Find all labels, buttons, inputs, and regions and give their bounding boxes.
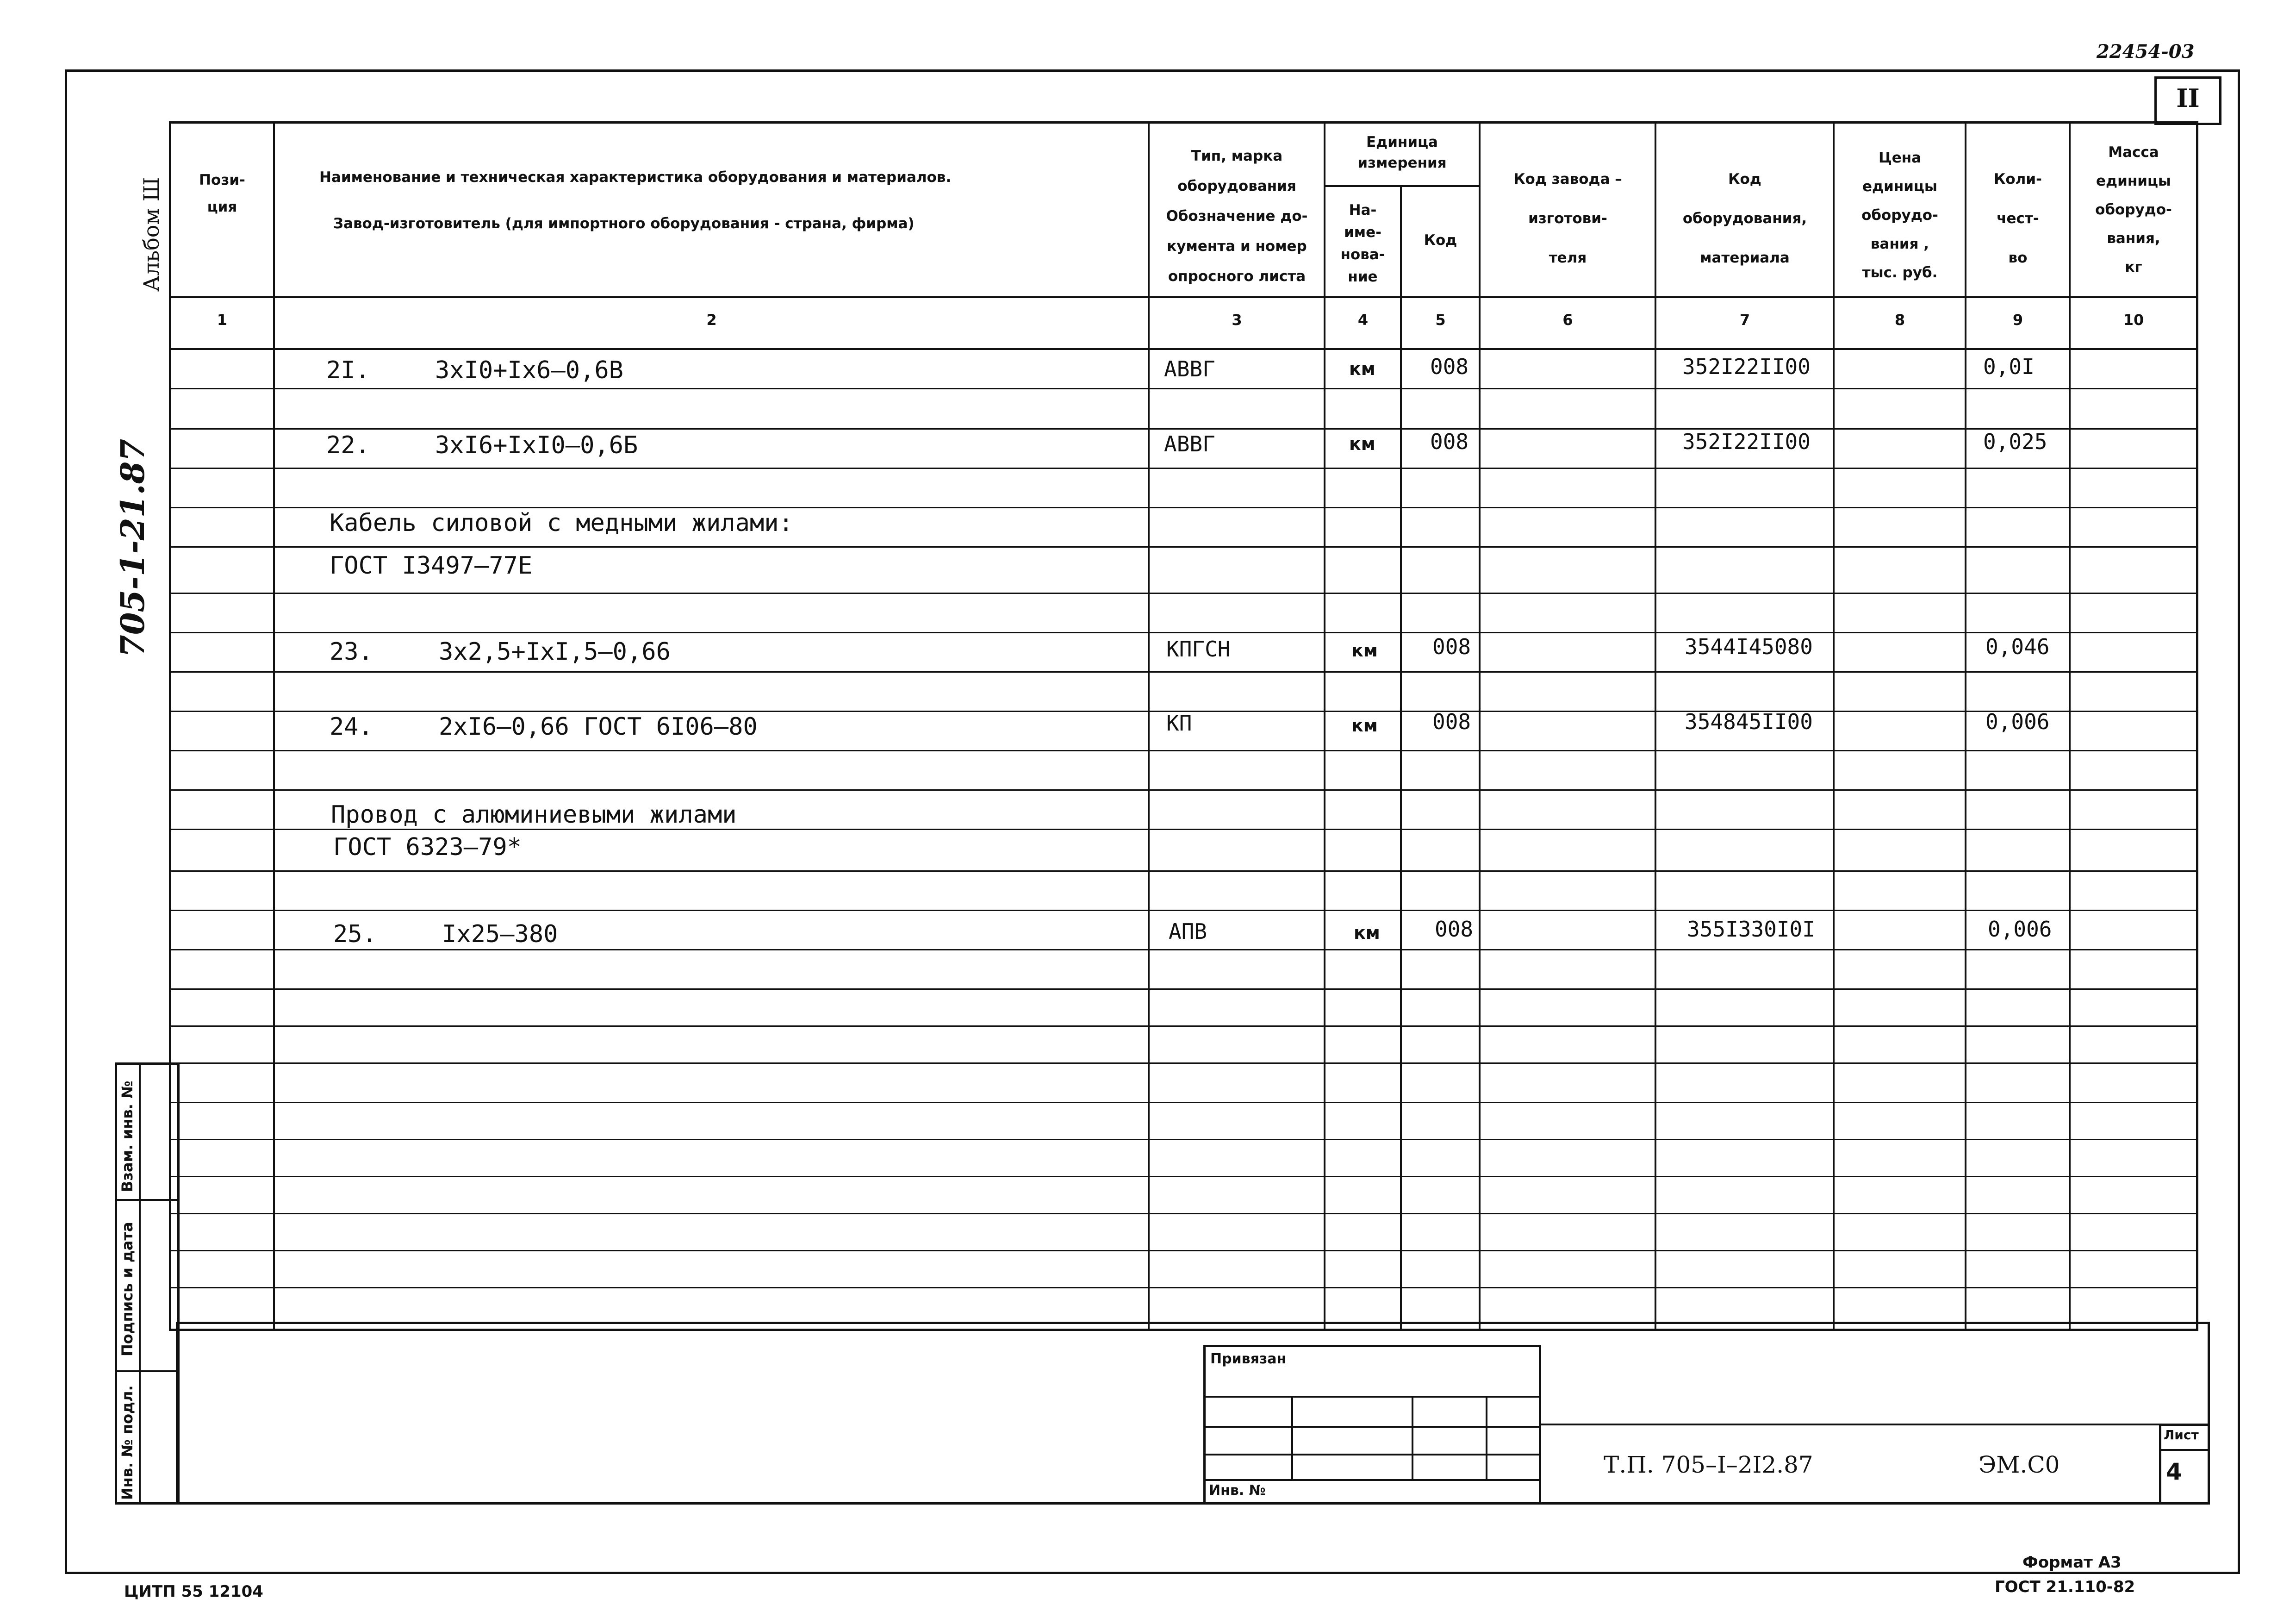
header-col10-line3: оборудо- xyxy=(2095,201,2172,218)
row25-type: АПВ xyxy=(1169,919,1207,944)
left-strip-divider xyxy=(139,1062,141,1505)
row-rule xyxy=(169,829,2198,830)
row21-unit: км xyxy=(1349,359,1375,379)
header-col8-line4: вания , xyxy=(1870,236,1929,252)
col-line-4 xyxy=(1400,185,1402,1331)
col-number-4: 4 xyxy=(1357,311,1369,329)
row22-quantity: 0,025 xyxy=(1983,429,2047,454)
row-rule xyxy=(169,1025,2198,1027)
row22-code: 008 xyxy=(1430,429,1469,454)
row-rule xyxy=(169,1102,2198,1103)
row-rule xyxy=(169,388,2198,389)
row-rule xyxy=(169,1062,2198,1064)
row22-position: 22. xyxy=(326,431,370,459)
row24-code: 008 xyxy=(1432,709,1471,734)
row24-position: 24. xyxy=(330,713,373,741)
col-line-8 xyxy=(1965,121,1966,1331)
header-col8-line2: единицы xyxy=(1862,178,1937,195)
header-col4-line2: име- xyxy=(1344,224,1381,241)
header-unit-line1: Единица xyxy=(1366,134,1438,150)
inv-podl-label: Инв. № подл. xyxy=(118,1385,136,1500)
row-rule xyxy=(169,988,2198,990)
col-number-3: 3 xyxy=(1232,311,1242,329)
row-rule xyxy=(169,910,2198,911)
header-unit xyxy=(1324,132,1481,174)
col-number-9: 9 xyxy=(2012,311,2023,329)
header-col4-line4: ние xyxy=(1348,269,1378,285)
col-number-1: 1 xyxy=(217,311,228,329)
section-alu-title: Провод с алюминиевыми жилами xyxy=(331,801,737,829)
header-col3-line1: Тип, марка xyxy=(1191,148,1283,164)
header-col5: Код xyxy=(1424,232,1457,249)
vzam-inv-label: Взам. инв. № xyxy=(118,1081,136,1192)
document-mark: ЭМ.С0 xyxy=(1979,1451,2060,1478)
header-col2-line1: Наименование и техническая характеристика оборудования и материалов. xyxy=(319,169,952,186)
header-col10-line4: вания, xyxy=(2107,230,2160,247)
row-rule xyxy=(169,671,2198,673)
row24-quantity: 0,006 xyxy=(1985,709,2050,734)
col-line-5 xyxy=(1479,121,1481,1331)
header-col6 xyxy=(1481,160,1655,278)
header-unit-line2: измерения xyxy=(1357,155,1447,171)
footer-gost: ГОСТ 21.110-82 xyxy=(1995,1578,2135,1596)
header-col7-line3: материала xyxy=(1700,250,1790,266)
header-col8-line5: тыс. руб. xyxy=(1862,264,1938,281)
header-col9-line2: чест- xyxy=(1997,210,2039,227)
header-col8-line1: Цена xyxy=(1878,150,1922,166)
row-rule xyxy=(169,1139,2198,1140)
row22-unit: км xyxy=(1349,434,1375,454)
section-alu-gost: ГОСТ 6323–79* xyxy=(333,833,522,861)
row23-name: 3x2,5+IxI,5–0,66 xyxy=(439,638,671,666)
unit-sub-line xyxy=(1324,185,1481,187)
stamp-line-4 xyxy=(1203,1479,1541,1481)
row21-code: 008 xyxy=(1430,354,1469,379)
row25-name: Ix25–380 xyxy=(442,920,558,948)
handwritten-number: 705-1-21.87 xyxy=(113,438,152,657)
row22-name: 3xI6+IxI0–0,6Б xyxy=(435,431,638,459)
row24-type: КП xyxy=(1166,711,1192,736)
row23-type: КПГСН xyxy=(1166,637,1231,662)
podpis-data-label: Подпись и дата xyxy=(118,1222,136,1356)
row25-quantity: 0,006 xyxy=(1988,917,2052,942)
header-col9-line3: во xyxy=(2008,250,2028,266)
col-number-10: 10 xyxy=(2123,311,2144,329)
row-rule xyxy=(169,1176,2198,1177)
album-label: Альбом Ш xyxy=(139,177,164,292)
header-col3-line5: опросного листа xyxy=(1168,268,1306,285)
header-col6-line1: Код завода – xyxy=(1513,171,1622,187)
header-col4-line3: нова- xyxy=(1340,246,1385,263)
document-code: 22454-03 xyxy=(2097,41,2195,62)
row23-material-code: 3544I45080 xyxy=(1685,634,1813,659)
row-rule xyxy=(169,468,2198,469)
header-col8 xyxy=(1835,144,1965,287)
row-rule xyxy=(169,1250,2198,1251)
row-rule xyxy=(169,428,2198,430)
stamp-line-3 xyxy=(1203,1454,1541,1455)
row25-position: 25. xyxy=(333,920,377,948)
col-line-9 xyxy=(2069,121,2071,1331)
row-rule xyxy=(169,593,2198,594)
header-col7 xyxy=(1657,160,1833,278)
stamp-vline-2 xyxy=(1412,1396,1413,1479)
header-col10 xyxy=(2071,138,2196,281)
col-number-6: 6 xyxy=(1562,311,1573,329)
list-number: 4 xyxy=(2166,1458,2182,1485)
header-col10-line5: кг xyxy=(2125,259,2142,275)
row-rule xyxy=(169,1287,2198,1288)
row-rule xyxy=(169,870,2198,872)
col-number-8: 8 xyxy=(1894,311,1905,329)
col-line-3 xyxy=(1324,121,1325,1331)
header-col8-line3: оборудо- xyxy=(1861,207,1938,224)
sheet-number: II xyxy=(2176,83,2200,113)
header-col10-line1: Масса xyxy=(2108,144,2159,161)
row-rule xyxy=(169,949,2198,950)
col-line-7 xyxy=(1833,121,1835,1331)
privyazan-label: Привязан xyxy=(1210,1351,1287,1367)
header-col3 xyxy=(1150,141,1324,292)
left-strip-line-2 xyxy=(115,1370,180,1372)
header-col9-line1: Коли- xyxy=(1994,171,2042,187)
stamp-line-1 xyxy=(1203,1396,1541,1398)
row21-material-code: 352I22II00 xyxy=(1682,354,1811,379)
header-bottom-line xyxy=(169,296,2198,298)
title-divider xyxy=(1541,1424,2210,1425)
col-number-7: 7 xyxy=(1739,311,1750,329)
row-rule xyxy=(169,750,2198,751)
header-col3-line3: Обозначение до- xyxy=(1166,208,1308,225)
row22-material-code: 352I22II00 xyxy=(1682,429,1811,454)
col-number-2: 2 xyxy=(706,311,717,329)
row25-material-code: 355I330I0I xyxy=(1687,917,1815,942)
header-col9 xyxy=(1967,160,2069,278)
row-rule xyxy=(169,507,2198,508)
row-rule xyxy=(169,632,2198,633)
row21-position: 2I. xyxy=(326,356,370,384)
header-col3-line2: оборудования xyxy=(1177,178,1296,194)
header-col1 xyxy=(171,167,273,220)
col-line-6 xyxy=(1655,121,1656,1331)
row-rule xyxy=(169,546,2198,548)
colnum-bottom-line xyxy=(169,348,2198,350)
header-col1-line2: ция xyxy=(207,199,237,215)
row21-type: АВВГ xyxy=(1164,356,1215,381)
col-number-5: 5 xyxy=(1435,311,1446,329)
row23-code: 008 xyxy=(1432,634,1471,659)
left-strip-line-1 xyxy=(115,1199,180,1201)
row25-code: 008 xyxy=(1435,917,1474,942)
header-col4 xyxy=(1325,199,1401,288)
document-title: Т.П. 705–I–2I2.87 xyxy=(1604,1451,1813,1478)
row24-unit: км xyxy=(1351,715,1378,736)
list-box-divider xyxy=(2159,1449,2210,1451)
row25-unit: км xyxy=(1354,923,1380,943)
list-label: Лист xyxy=(2164,1427,2199,1443)
header-col3-line4: кумента и номер xyxy=(1167,238,1307,255)
header-col6-line3: теля xyxy=(1549,250,1587,266)
col-line-1 xyxy=(273,121,275,1331)
row-rule xyxy=(169,1213,2198,1214)
row22-type: АВВГ xyxy=(1164,431,1215,456)
footer-left: ЦИТП 55 12104 xyxy=(124,1582,263,1601)
footer-format: Формат А3 xyxy=(2022,1553,2122,1572)
header-col10-line2: единицы xyxy=(2096,173,2171,189)
row-rule xyxy=(169,789,2198,791)
header-col6-line2: изготови- xyxy=(1528,210,1607,227)
stamp-vline-3 xyxy=(1486,1396,1487,1479)
inv-no-label: Инв. № xyxy=(1209,1482,1266,1499)
row24-name: 2xI6–0,66 ГОСТ 6I06–80 xyxy=(439,713,758,741)
row23-quantity: 0,046 xyxy=(1985,634,2050,659)
row23-unit: км xyxy=(1351,640,1378,661)
header-col7-line2: оборудования, xyxy=(1682,210,1807,227)
row23-position: 23. xyxy=(330,638,373,666)
header-col2-line2: Завод-изготовитель (для импортного оборудования - страна, фирма) xyxy=(333,215,915,232)
row21-name: 3xI0+Ix6–0,6В xyxy=(435,356,623,384)
header-col7-line1: Код xyxy=(1728,171,1761,187)
header-col1-line1: Пози- xyxy=(199,172,245,188)
col-line-2 xyxy=(1148,121,1150,1331)
section-copper-gost: ГОСТ I3497–77Е xyxy=(330,552,533,580)
header-col4-line1: На- xyxy=(1349,202,1377,219)
title-block-frame xyxy=(176,1322,2210,1505)
stamp-line-2 xyxy=(1203,1426,1541,1428)
row21-quantity: 0,0I xyxy=(1983,354,2035,379)
stamp-vline-1 xyxy=(1291,1396,1293,1479)
row24-material-code: 354845II00 xyxy=(1685,709,1813,734)
section-copper-title: Кабель силовой с медными жилами: xyxy=(330,509,793,537)
